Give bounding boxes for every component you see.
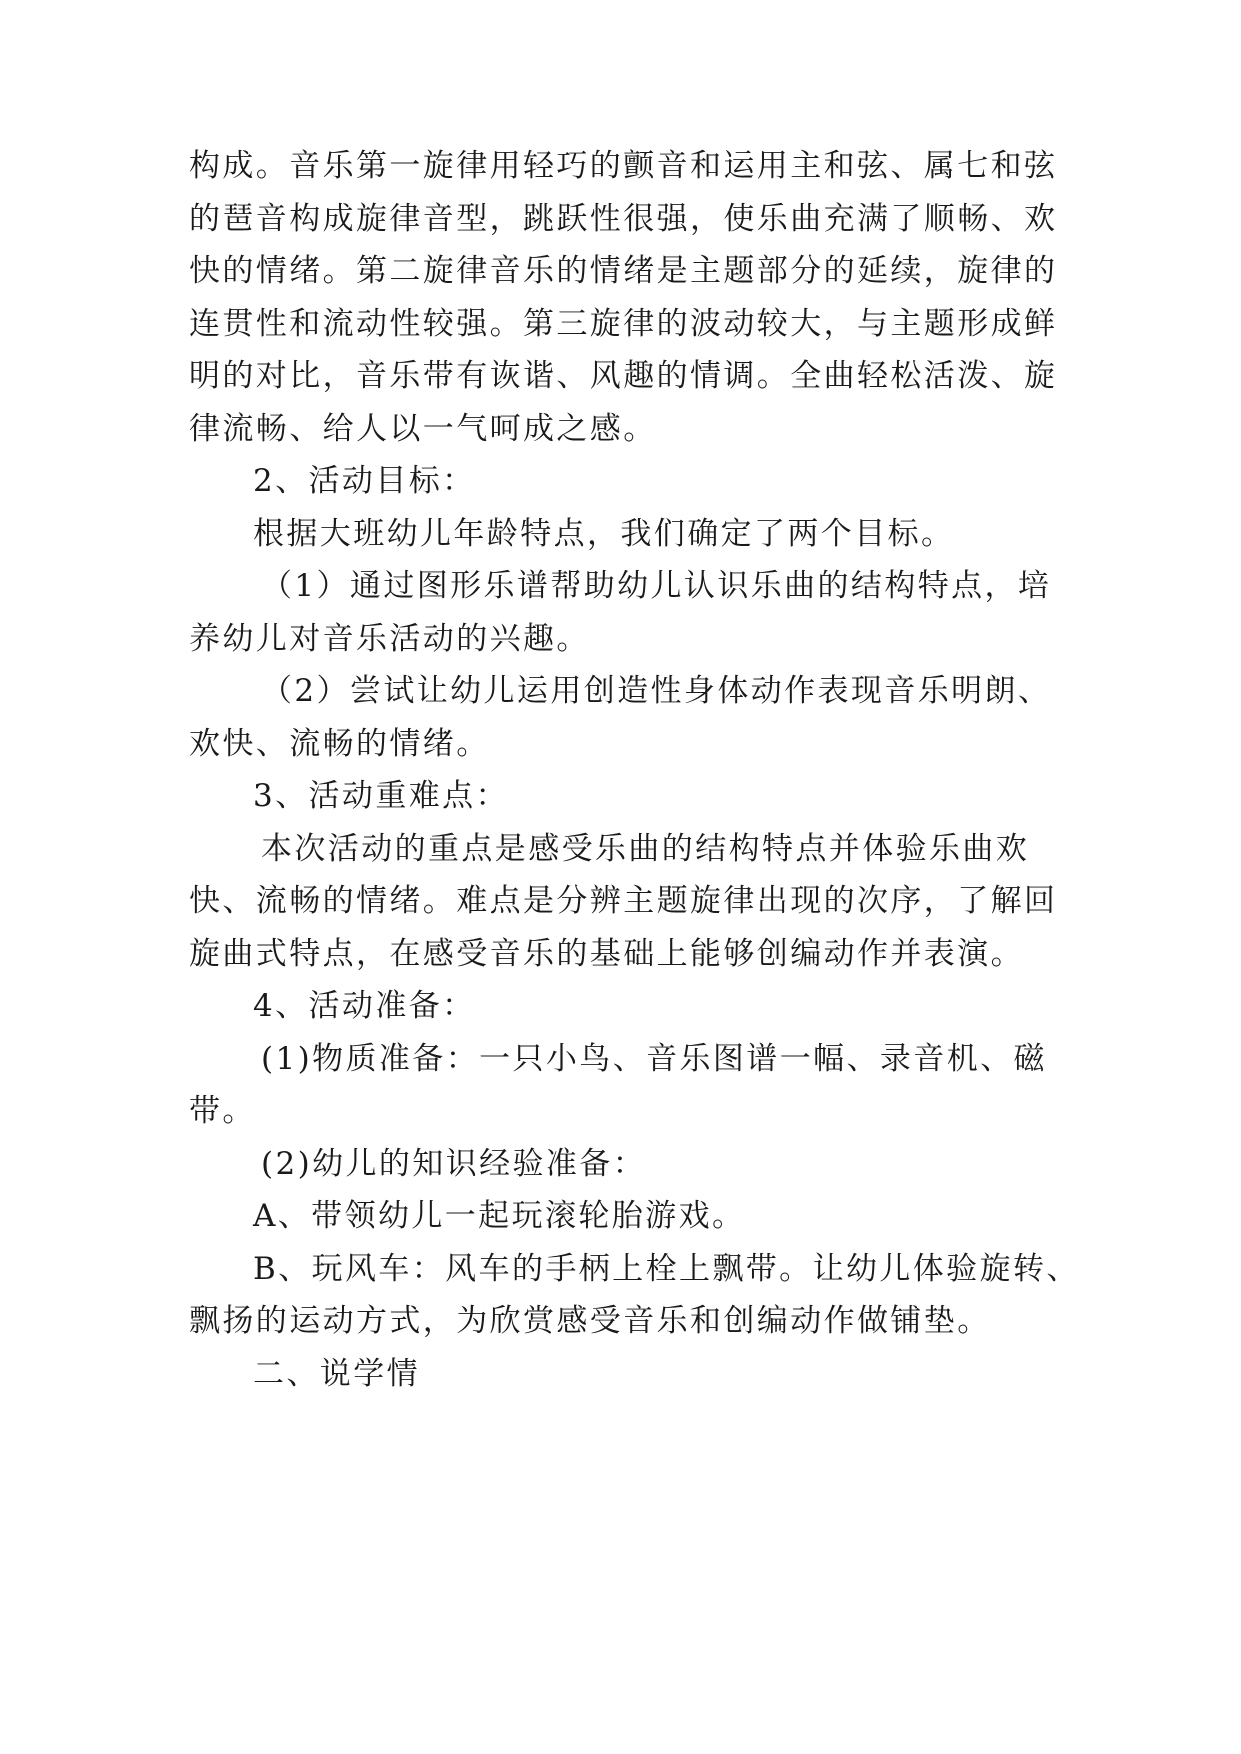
text-line: (1)物质准备：一只小鸟、音乐图谱一幅、录音机、磁 [261,1041,1047,1077]
text-line: 连贯性和流动性较强。第三旋律的波动较大，与主题形成鲜 [189,306,1058,342]
text-line: 带。 [189,1093,256,1129]
text-line: 律流畅、给人以一气呵成之感。 [189,411,657,447]
text-line: 养幼儿对音乐活动的兴趣。 [189,621,590,657]
text-line: 构成。音乐第一旋律用轻巧的颤音和运用主和弦、属七和弦 [189,148,1058,184]
text-line: 快、流畅的情绪。难点是分辨主题旋律出现的次序，了解回 [189,883,1058,919]
text-line: （2）尝试让幼儿运用创造性身体动作表现音乐明朗、 [261,673,1052,709]
text-line: B、玩风车：风车的手柄上栓上飘带。让幼儿体验旋转、 [253,1251,1080,1287]
text-line: 根据大班幼儿年龄特点，我们确定了两个目标。 [253,516,955,552]
text-line: 飘扬的运动方式，为欣赏感受音乐和创编动作做铺垫。 [189,1303,991,1339]
text-line: (2)幼儿的知识经验准备： [261,1146,647,1182]
section-heading: 2、活动目标： [253,463,476,499]
text-line: 本次活动的重点是感受乐曲的结构特点并体验乐曲欢 [261,831,1030,867]
section-heading: 二、说学情 [253,1356,420,1392]
text-line: 旋曲式特点，在感受音乐的基础上能够创编动作并表演。 [189,936,1024,972]
section-heading: 3、活动重难点： [253,778,509,814]
section-heading: 4、活动准备： [253,988,476,1024]
text-line: 的琶音构成旋律音型，跳跃性很强，使乐曲充满了顺畅、欢 [189,201,1058,237]
text-line: （1）通过图形乐谱帮助幼儿认识乐曲的结构特点，培 [261,568,1052,604]
text-line: 欢快、流畅的情绪。 [189,726,490,762]
text-line: 明的对比，音乐带有诙谐、风趣的情调。全曲轻松活泼、旋 [189,358,1058,394]
text-line: A、带领幼儿一起玩滚轮胎游戏。 [253,1198,746,1234]
text-line: 快的情绪。第二旋律音乐的情绪是主题部分的延续，旋律的 [189,253,1058,289]
